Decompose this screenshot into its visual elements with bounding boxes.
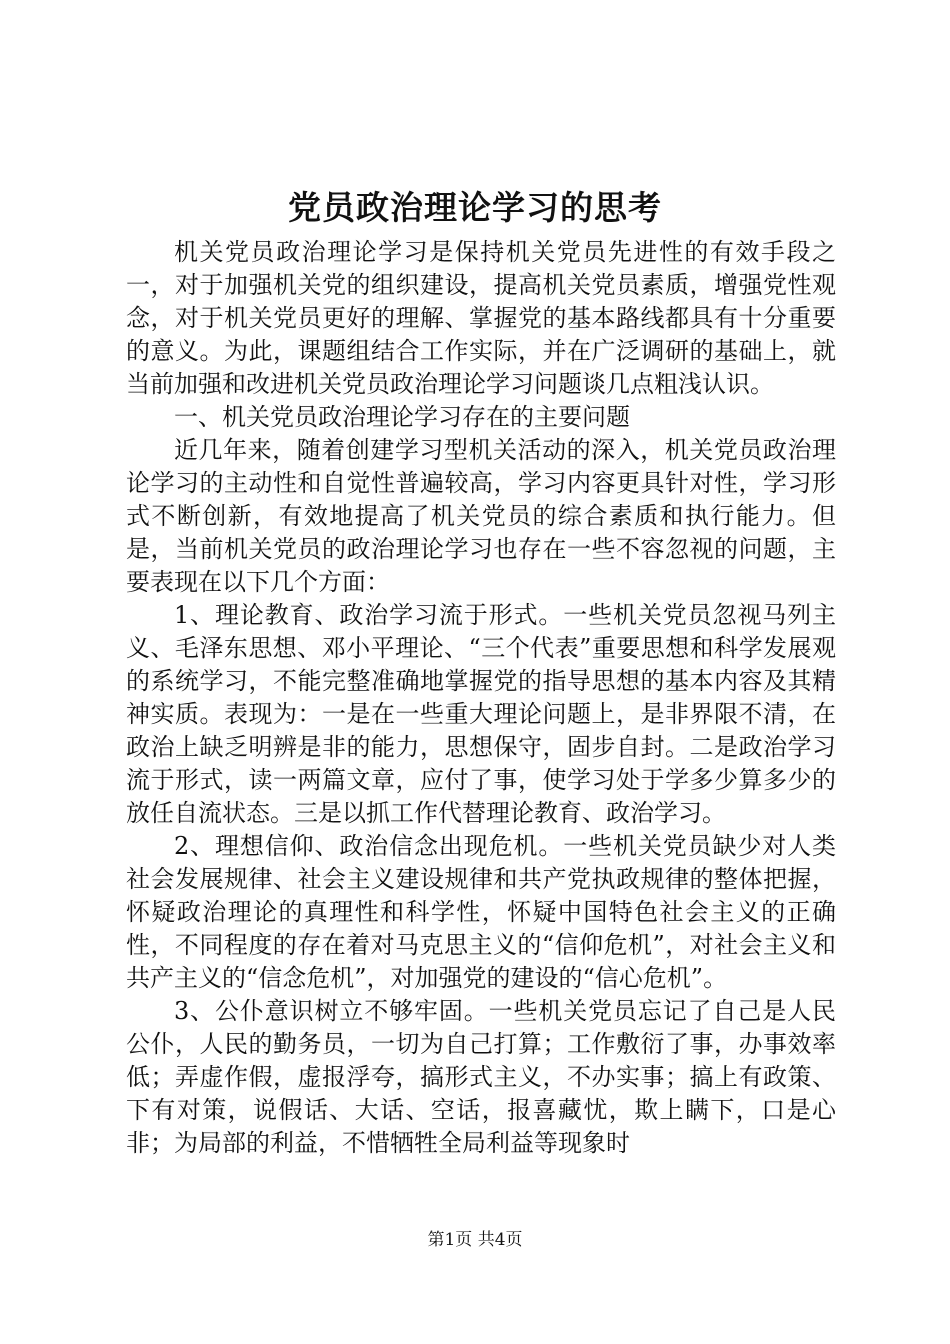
document-body [126,236,836,1160]
paragraph-point-3: 3、公仆意识树立不够牢固。一些机关党员忘记了自己是人民公仆，人民的勤务员，一切为自己打算；工作敷衍了事，办事效率低；弄虚作假，虚报浮夸，搞形式主义，不办实事；搞上有政策、下有对策，说假话、大话、空话，报喜藏忧，欺上瞒下，口是心非；为局部的利益，不惜牺牲全局利益等现象时 [126,997,836,1157]
paragraph-intro: 机关党员政治理论学习是保持机关党员先进性的有效手段之一，对于加强机关党的组织建设，提高机关党员素质，增强党性观念，对于机关党员更好的理解、掌握党的基本路线都具有十分重要的意义。为此，课题组结合工作实际，并在广泛调研的基础上，就当前加强和改进机关党员政治理论学习问题谈几点粗浅认识。 [126,238,836,398]
page-number: 第1页 共4页 [427,1230,523,1250]
paragraph-point-1: 1、理论教育、政治学习流于形式。一些机关党员忽视马列主义、毛泽东思想、邓小平理论、“三个代表”重要思想和科学发展观的系统学习，不能完整准确地掌握党的指导思想的基本内容及其精神实质。表现为：一是在一些重大理论问题上，是非界限不清，在政治上缺乏明辨是非的能力，思想保守，固步自封。二是政治学习流于形式，读一两篇文章，应付了事，使学习处于学多少算多少的放任自流状态。三是以抓工作代替理论教育、政治学习。 [126,601,836,827]
section-heading-1: 一、机关党员政治理论学习存在的主要问题 [174,403,630,431]
document-title: 党员政治理论学习的思考 [288,188,662,227]
paragraph-overview: 近几年来，随着创建学习型机关活动的深入，机关党员政治理论学习的主动性和自觉性普遍较高，学习内容更具针对性，学习形式不断创新，有效地提高了机关党员的综合素质和执行能力。但是，当前机关党员的政治理论学习也存在一些不容忽视的问题，主要表现在以下几个方面： [126,436,836,596]
paragraph-point-2: 2、理想信仰、政治信念出现危机。一些机关党员缺少对人类社会发展规律、社会主义建设规律和共产党执政规律的整体把握，怀疑政治理论的真理性和科学性，怀疑中国特色社会主义的正确性，不同程度的存在着对马克思主义的“信仰危机”，对社会主义和共产主义的“信念危机”，对加强党的建设的“信心危机”。 [126,832,836,992]
